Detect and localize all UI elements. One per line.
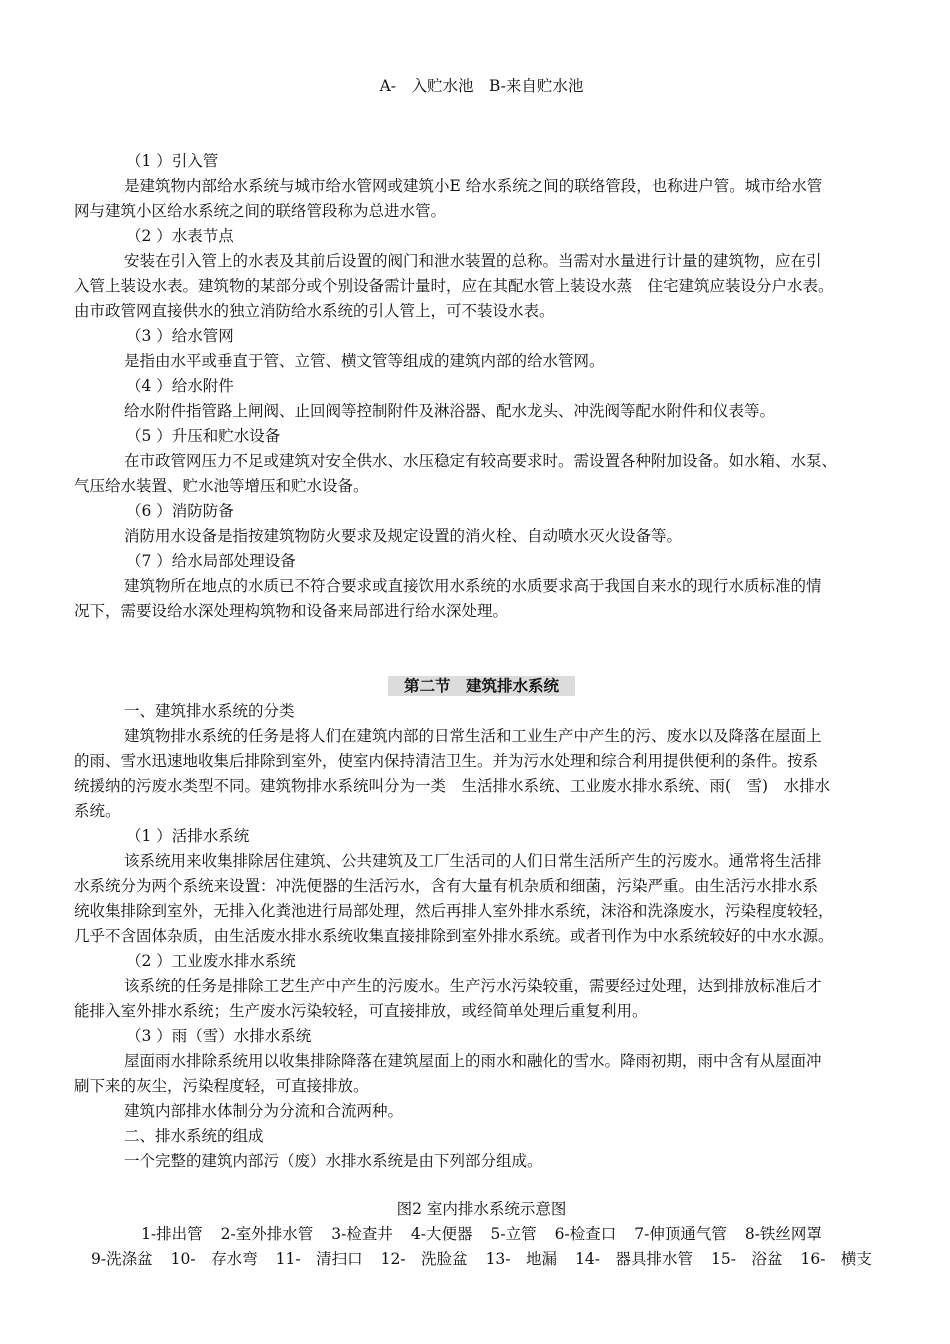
item-label-industrial-drain: （2 ）工业废水排水系统 (126, 952, 296, 970)
item-label-meter-node: （2 ）水表节点 (126, 227, 234, 245)
paragraph-line: 入管上装设水表。建筑物的某部分或个别设备需计量时，应在其配水管上装设水蒸 住宅建筑应装设分户水表。 (74, 277, 834, 295)
paragraph-line: 刷下来的灰尘，污染程度轻，可直接排放。 (74, 1077, 369, 1095)
paragraph-line: 该系统用来收集排除居住建筑、公共建筑及工厂生活司的人们日常生活所产生的污废水。通常将生活排 (124, 852, 822, 870)
item-label-domestic-drain: （1 ）活排水系统 (126, 827, 250, 845)
item-label-fire-equipment: （6 ）消防防备 (126, 502, 234, 520)
legend-item: 16- 横支 (800, 1250, 872, 1268)
figure-legend-row-1 (74, 1224, 889, 1244)
legend-item: 12- 洗脸盆 (380, 1250, 468, 1268)
section-heading: 第二节 建筑排水系统 (388, 676, 575, 696)
paragraph-line: 是指由水平或垂直于管、立管、横文管等组成的建筑内部的给水管网。 (124, 352, 605, 370)
legend-item: 8-铁丝网罩 (744, 1225, 822, 1243)
part-title-classification: 一、建筑排水系统的分类 (124, 702, 295, 720)
item-label-booster-storage: （5 ）升压和贮水设备 (126, 427, 281, 445)
item-label-rain-drain: （3 ）雨（雪）水排水系统 (126, 1027, 312, 1045)
paragraph-line: 气压给水装置、贮水池等增压和贮水设备。 (74, 477, 369, 495)
legend-item: 9-洗涤盆 (91, 1250, 153, 1268)
figure-caption-top: A- 入贮水池 B-来自贮水池 (379, 77, 584, 95)
paragraph-line: 统收集排除到室外，无排入化粪池进行局部处理，然后再排人室外排水系统，沫浴和洗涤废水，污染程度较轻， (74, 902, 834, 920)
paragraph-line: 消防用水设备是指按建筑物防火要求及规定设置的消火栓、自动喷水灭火设备等。 (124, 527, 683, 545)
legend-item: 4-大便器 (410, 1225, 473, 1243)
figure-legend-row-2 (74, 1249, 889, 1269)
paragraph-line: 系统。 (74, 802, 121, 820)
legend-item: 7-伸顶通气管 (634, 1225, 727, 1243)
item-label-intake-pipe: （1 ）引入管 (126, 152, 219, 170)
paragraph-line: 况下，需要设给水深处理构筑物和设备来局部进行给水深处理。 (74, 602, 509, 620)
paragraph-line: 的雨、雪水迅速地收集后排除到室外，使室内保持清洁卫生。并为污水处理和综合利用提供便利的条件。按系 (74, 752, 819, 770)
legend-item: 15- 浴盆 (711, 1250, 783, 1268)
paragraph-line: 统援纳的污废水类型不同。建筑物排水系统叫分为一类 生活排水系统、工业废水排水系统、雨( 雪) 水排水 (74, 777, 831, 795)
paragraph-line: 一个完整的建筑内部污（废）水排水系统是由下列部分组成。 (124, 1152, 543, 1170)
paragraph-line: 给水附件指管路上闸阀、止回阀等控制附件及淋浴器、配水龙头、冲洗阀等配水附件和仪表等。 (124, 402, 776, 420)
legend-item: 5-立管 (490, 1225, 537, 1243)
paragraph-line: 由市政管网直接供水的独立消防给水系统的引人管上，可不装设水表。 (74, 302, 555, 320)
paragraph-line: 屋面雨水排除系统用以收集排除降落在建筑屋面上的雨水和融化的雪水。降雨初期，雨中含有从屋面冲 (124, 1052, 822, 1070)
paragraph-line: 能排入室外排水系统；生产废水污染较轻，可直接排放，或经简单处理后重复利用。 (74, 1002, 648, 1020)
legend-item: 14- 器具排水管 (575, 1250, 693, 1268)
legend-item: 2-室外排水管 (220, 1225, 314, 1243)
section-heading-wrap (74, 676, 889, 696)
paragraph-line: 该系统的任务是排除工艺生产中产生的污废水。生产污水污染较重，需要经过处理，达到排放标准后才 (124, 977, 822, 995)
paragraph-line: 安装在引入管上的水表及其前后设置的阀门和泄水装置的总称。当需对水量进行计量的建筑物，应在引 (124, 252, 822, 270)
paragraph-line: 水系统分为两个系统来设置：冲洗便器的生活污水，含有大量有机杂质和细菌，污染严重。由生活污水排水系 (74, 877, 819, 895)
legend-item: 6-检查口 (554, 1225, 617, 1243)
figure-caption: 图2 室内排水系统示意图 (396, 1200, 567, 1218)
paragraph-line: 几乎不含固体杂质，由生活废水排水系统收集直接排除到室外排水系统。或者刊作为中水系统较好的中水水源。 (74, 927, 834, 945)
legend-item: 1-排出管 (141, 1225, 203, 1243)
legend-item: 11- 清扫口 (275, 1250, 363, 1268)
legend-item: 13- 地漏 (485, 1250, 558, 1268)
legend-item: 3-检查井 (331, 1225, 393, 1243)
paragraph-line: 网与建筑小区给水系统之间的联络管段称为总进水管。 (74, 202, 447, 220)
paragraph-line: 建筑内部排水体制分为分流和合流两种。 (124, 1102, 404, 1120)
paragraph-line: 是建筑物内部给水系统与城市给水管网或建筑小E 给水系统之间的联络管段，也称进户管。城市给水管 (124, 177, 823, 195)
item-label-fittings: （4 ）给水附件 (126, 377, 234, 395)
paragraph-line: 建筑物所在地点的水质已不符合要求或直接饮用水系统的水质要求高于我国自来水的现行水质标准的情 (124, 577, 822, 595)
item-label-supply-network: （3 ）给水管网 (126, 327, 234, 345)
part-title-composition: 二、排水系统的组成 (124, 1127, 264, 1145)
legend-item: 10- 存水弯 (170, 1250, 258, 1268)
paragraph-line: 在市政管网压力不足或建筑对安全供水、水压稳定有较高要求时。需设置各种附加设备。如水箱、水泵、 (124, 452, 838, 470)
paragraph-line: 建筑物排水系统的任务是将人们在建筑内部的日常生活和工业生产中产生的污、废水以及降落在屋面上 (124, 727, 822, 745)
item-label-local-treatment: （7 ）给水局部处理设备 (126, 552, 296, 570)
